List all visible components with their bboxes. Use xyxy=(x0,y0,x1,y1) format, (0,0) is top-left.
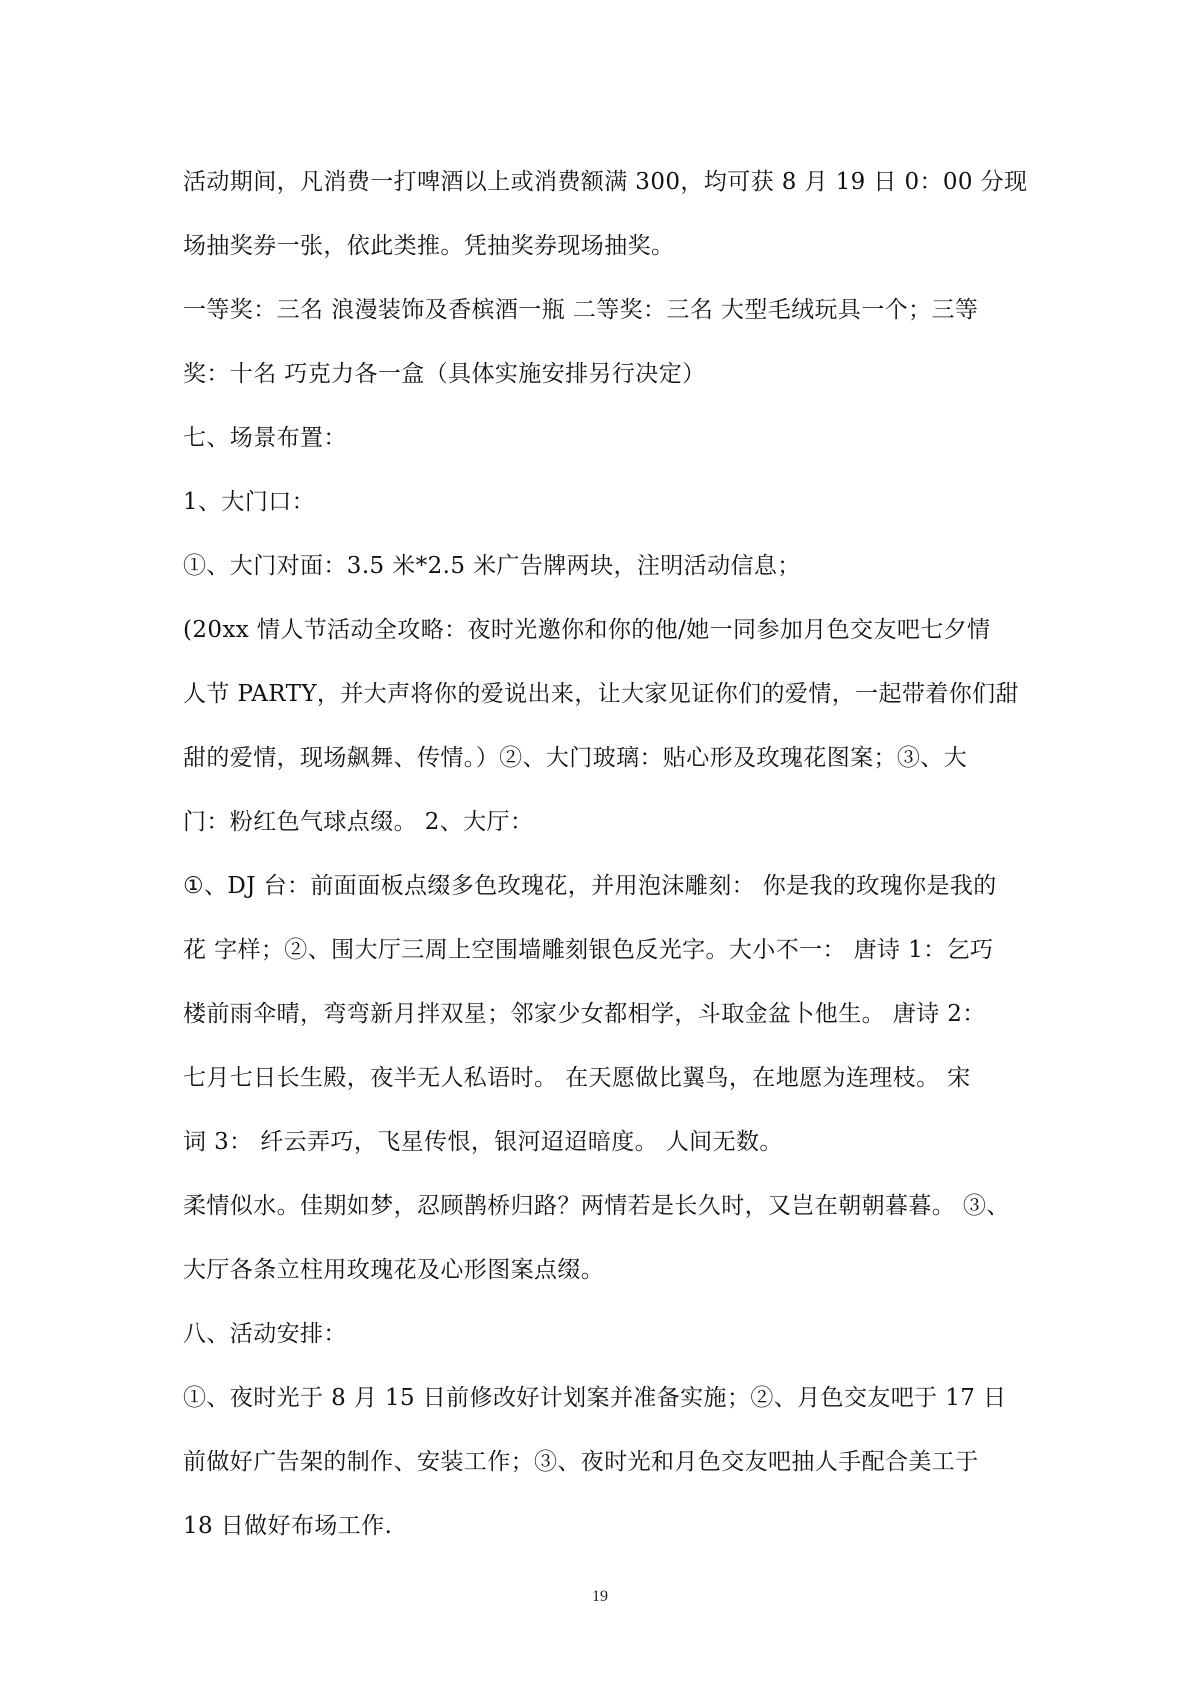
paragraph-line: (20xx 情人节活动全攻略：夜时光邀你和你的他/她一同参加月色交友吧七夕情 xyxy=(183,617,991,643)
paragraph-line: 门：粉红色气球点缀。 2、大厅： xyxy=(183,809,534,835)
paragraph-line: 场抽奖券一张，依此类推。凭抽奖券现场抽奖。 xyxy=(183,233,675,259)
paragraph-line: ①、大门对面：3.5 米*2.5 米广告牌两块，注明活动信息； xyxy=(183,553,801,579)
paragraph-line: 人节 PARTY，并大声将你的爱说出来，让大家见证你们的爱情，一起带着你们甜 xyxy=(183,681,1019,707)
subsection-heading: 1、大门口： xyxy=(183,489,316,515)
paragraph-line: 七月七日长生殿，夜半无人私语时。 在天愿做比翼鸟，在地愿为连理枝。 宋 xyxy=(183,1065,971,1091)
section-heading: 八、活动安排： xyxy=(183,1321,347,1347)
paragraph-line: 甜的爱情，现场飙舞、传情。）②、大门玻璃：贴心形及玫瑰花图案；③、大 xyxy=(183,745,968,771)
paragraph-line: 前做好广告架的制作、安装工作；③、夜时光和月色交友吧抽人手配合美工于 xyxy=(183,1449,979,1475)
paragraph-line: 楼前雨伞晴，弯弯新月拌双星；邻家少女都相学，斗取金盆卜他生。 唐诗 2： xyxy=(183,1001,986,1027)
section-heading: 七、场景布置： xyxy=(183,425,347,451)
paragraph-line: ①、DJ 台：前面面板点缀多色玫瑰花，并用泡沫雕刻： 你是我的玫瑰你是我的 xyxy=(183,873,997,899)
page-number: 19 xyxy=(592,1588,608,1605)
paragraph-line: ①、夜时光于 8 月 15 日前修改好计划案并准备实施；②、月色交友吧于 17 日 xyxy=(183,1385,1007,1411)
paragraph-line: 奖：十名 巧克力各一盒（具体实施安排另行决定） xyxy=(183,361,706,387)
paragraph-line: 一等奖：三名 浪漫装饰及香槟酒一瓶 二等奖：三名 大型毛绒玩具一个；三等 xyxy=(183,297,979,323)
paragraph-line: 活动期间，凡消费一打啤酒以上或消费额满 300，均可获 8 月 19 日 0：00 分现 xyxy=(183,169,1028,195)
paragraph-line: 柔情似水。佳期如梦，忍顾鹊桥归路？两情若是长久时，又岂在朝朝暮暮。 ③、 xyxy=(183,1193,1010,1219)
paragraph-line: 词 3： 纤云弄巧，飞星传恨，银河迢迢暗度。 人间无数。 xyxy=(183,1129,783,1155)
document-body xyxy=(183,150,1028,1558)
paragraph-line: 18 日做好布场工作. xyxy=(183,1513,393,1539)
paragraph-line: 大厅各条立柱用玫瑰花及心形图案点缀。 xyxy=(183,1257,605,1283)
paragraph-line: 花 字样；②、围大厅三周上空围墙雕刻银色反光字。大小不一： 唐诗 1：乞巧 xyxy=(183,937,994,963)
